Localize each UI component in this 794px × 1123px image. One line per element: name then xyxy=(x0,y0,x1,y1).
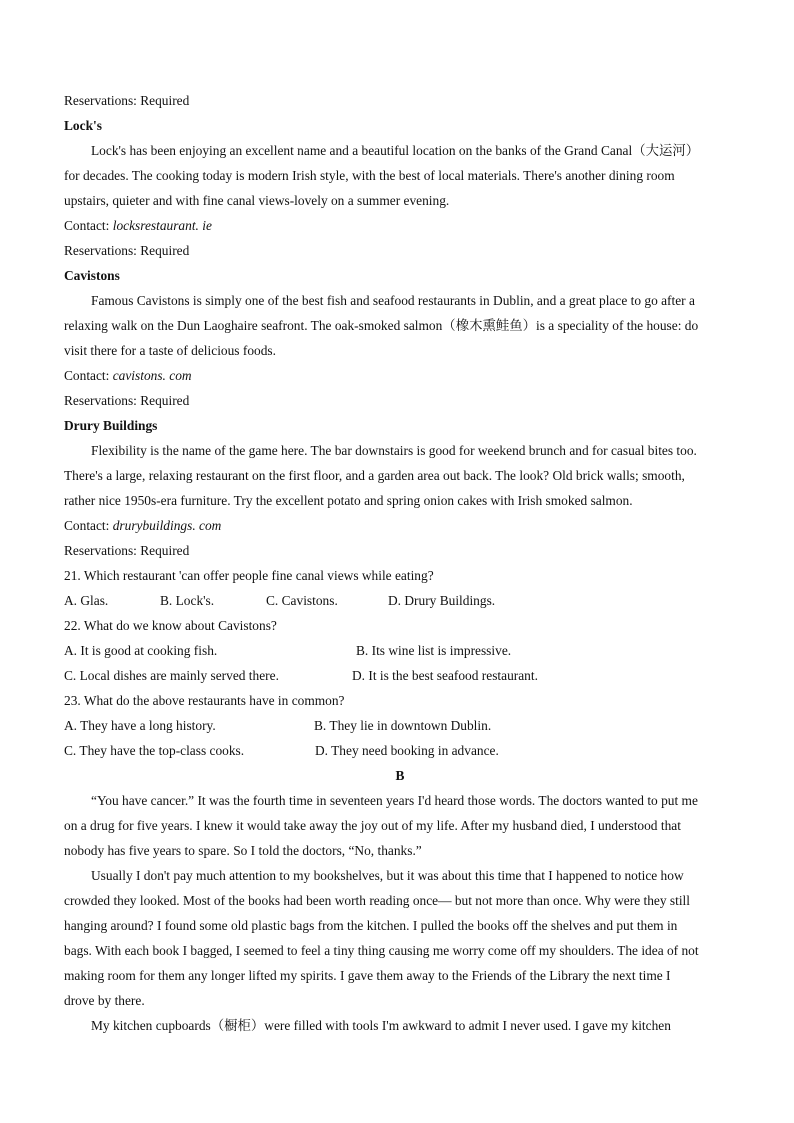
q21-option-c: C. Cavistons. xyxy=(266,593,338,608)
passage-b-line: nobody has five years to spare. So I told the doctors, “No, thanks.” xyxy=(64,843,422,858)
drury-reservations: Reservations: Required xyxy=(64,543,190,558)
q21-option-b: B. Lock's. xyxy=(160,593,215,608)
passage-b-line: My kitchen cupboards（橱柜）were filled with tools I'm awkward to admit I never used. I gave my kitchen xyxy=(91,1018,671,1033)
drury-para-line: rather nice 1950s-era furniture. Try the excellent potato and spring onion cakes with Irish smoked salmon. xyxy=(64,493,633,508)
passage-b-line: bags. With each book I bagged, I seemed to feel a tiny thing causing me worry come off my shoulders. The idea of not xyxy=(64,943,699,958)
locks-para-line: Lock's has been enjoying an excellent name and a beautiful location on the banks of the Grand Canal（大运河） xyxy=(91,143,700,158)
drury-heading: Drury Buildings xyxy=(64,418,158,433)
passage-b-line: “You have cancer.” It was the fourth time in seventeen years I'd heard those words. The doctors wanted to put me xyxy=(91,793,698,808)
cavistons-para-line: visit there for a taste of delicious foods. xyxy=(64,343,276,358)
glas-reservations: Reservations: Required xyxy=(64,93,190,108)
passage-b-line: crowded they looked. Most of the books had been worth reading once— but not more than once. Why were they still xyxy=(64,893,690,908)
drury-contact-url: drurybuildings. com xyxy=(112,518,222,533)
q22-option-c: C. Local dishes are mainly served there. xyxy=(64,668,279,683)
drury-contact xyxy=(64,513,736,538)
cavistons-para-line: Famous Cavistons is simply one of the best fish and seafood restaurants in Dublin, and a great place to go after a xyxy=(91,293,695,308)
document-page xyxy=(64,88,736,1038)
contact-label: Contact: xyxy=(64,368,113,383)
question-21-options xyxy=(64,588,736,613)
drury-para-line: There's a large, relaxing restaurant on the first floor, and a garden area out back. The look? Old brick walls; smooth, xyxy=(64,468,685,483)
q21-option-a: A. Glas. xyxy=(64,593,109,608)
q22-option-b: B. Its wine list is impressive. xyxy=(356,643,512,658)
locks-para-line: for decades. The cooking today is modern Irish style, with the best of local materials. There's another dining room xyxy=(64,168,675,183)
q23-option-a: A. They have a long history. xyxy=(64,718,216,733)
contact-label: Contact: xyxy=(64,218,113,233)
question-23-options-row2 xyxy=(64,738,736,763)
q22-option-d: D. It is the best seafood restaurant. xyxy=(352,668,538,683)
cavistons-contact-url: cavistons. com xyxy=(112,368,192,383)
locks-contact-url: locksrestaurant. ie xyxy=(112,218,212,233)
q23-option-c: C. They have the top-class cooks. xyxy=(64,743,245,758)
question-23: 23. What do the above restaurants have in common? xyxy=(64,693,345,708)
cavistons-heading: Cavistons xyxy=(64,268,120,283)
cavistons-contact xyxy=(64,363,736,388)
contact-label: Contact: xyxy=(64,518,113,533)
locks-contact xyxy=(64,213,736,238)
q22-option-a: A. It is good at cooking fish. xyxy=(64,643,218,658)
cavistons-para-line: relaxing walk on the Dun Laoghaire seafront. The oak-smoked salmon（橡木熏鲑鱼）is a speciality of the house: do xyxy=(64,318,699,333)
passage-b-line: Usually I don't pay much attention to my bookshelves, but it was about this time that I happened to notice how xyxy=(91,868,684,883)
locks-heading: Lock's xyxy=(64,118,102,133)
q21-option-d: D. Drury Buildings. xyxy=(388,593,496,608)
q23-option-d: D. They need booking in advance. xyxy=(315,743,499,758)
passage-b-line: on a drug for five years. I knew it would take away the joy out of my life. After my husband died, I understood that xyxy=(64,818,681,833)
drury-para-line: Flexibility is the name of the game here. The bar downstairs is good for weekend brunch and for casual bites too. xyxy=(91,443,697,458)
locks-para-line: upstairs, quieter and with fine canal views-lovely on a summer evening. xyxy=(64,193,450,208)
question-22: 22. What do we know about Cavistons? xyxy=(64,618,277,633)
passage-b-line: hanging around? I found some old plastic bags from the kitchen. I pulled the books off the shelves and put them in xyxy=(64,918,678,933)
section-b-heading: B xyxy=(395,768,405,783)
question-21: 21. Which restaurant 'can offer people fine canal views while eating? xyxy=(64,568,434,583)
question-22-options-row2 xyxy=(64,663,736,688)
q23-option-b: B. They lie in downtown Dublin. xyxy=(314,718,492,733)
passage-b-line: drove by there. xyxy=(64,993,145,1008)
locks-reservations: Reservations: Required xyxy=(64,243,190,258)
cavistons-reservations: Reservations: Required xyxy=(64,393,190,408)
question-23-options-row1 xyxy=(64,713,736,738)
passage-b-line: making room for them any longer lifted my spirits. I gave them away to the Friends of the Library the next time I xyxy=(64,968,671,983)
question-22-options-row1 xyxy=(64,638,736,663)
